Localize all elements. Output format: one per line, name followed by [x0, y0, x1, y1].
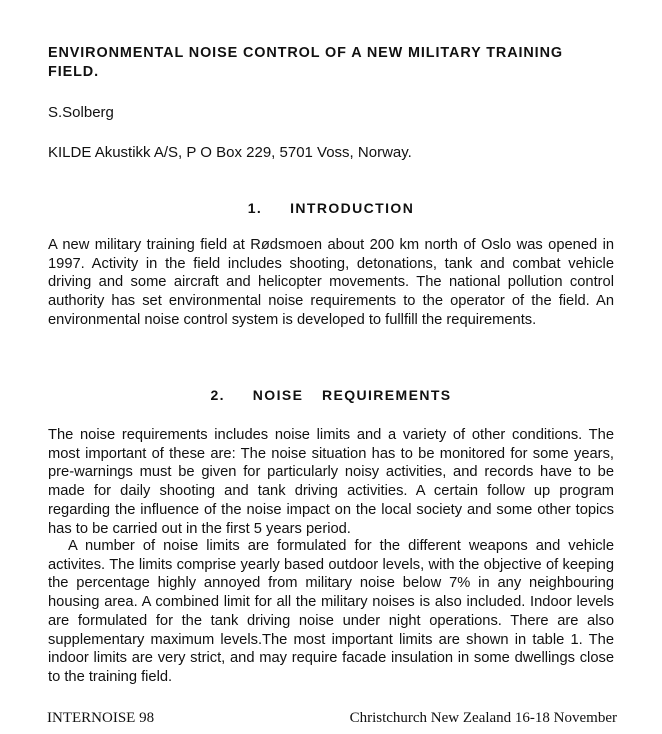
author-name: S.Solberg	[48, 104, 114, 121]
author-affiliation: KILDE Akustikk A/S, P O Box 229, 5701 Voss, Norway.	[48, 144, 412, 161]
section-heading-introduction: 1. INTRODUCTION	[247, 200, 415, 216]
noise-requirements-paragraph-1: The noise requirements includes noise limits and a variety of other conditions. The most important of these are: The noise situation has to be monitored for some years, pre-warnings must be given for particularly noisy activities, and records have to be made for daily shooting and tank driving activities. A certain follow up program regarding the influence of the noise impact on the local society and some other topics has to be carried out in the first 5 years period.	[48, 427, 614, 537]
noise-requirements-paragraph-2: A number of noise limits are formulated for the different weapons and vehicle activites. The limits comprise yearly based outdoor levels, with the objective of keeping the percentage highly annoyed from military noise below 7% in any neighbouring housing area. A combined limit for all the military noises is also included. Indoor levels are formulated for the tank driving noise under night operations. There are also supplementary maximum levels.The most important limits are shown in table 1. The indoor limits are very strict, and may require facade insulation in some dwellings close to the training field.	[48, 538, 614, 685]
footer-conference: INTERNOISE 98	[47, 710, 155, 726]
paper-title: ENVIRONMENTAL NOISE CONTROL OF A NEW MILITARY TRAINING FIELD.	[48, 45, 563, 80]
section-heading-noise-requirements: 2. NOISE REQUIREMENTS	[210, 387, 452, 403]
introduction-paragraph: A new military training field at Rødsmoen about 200 km north of Oslo was opened in 1997. Activity in the field includes shooting, detonations, tank and combat vehicle driving and some aircraft and helicopter movements. The national pollution control authority has set environmental noise requirements to the operator of the field. An environmental noise control system is developed to fullfill the requirements.	[48, 237, 614, 328]
footer-location-date: Christchurch New Zealand 16-18 November	[349, 710, 617, 726]
